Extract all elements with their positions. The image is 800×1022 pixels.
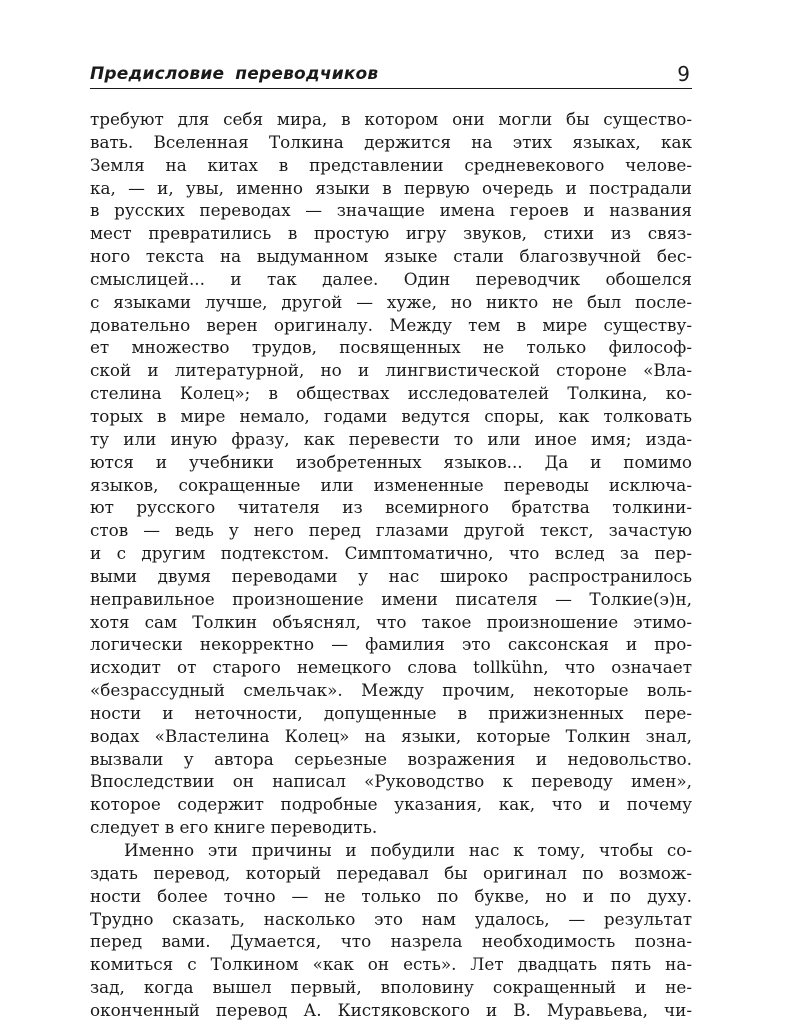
text-line: Трудно сказать, насколько это нам удалось, — результат	[90, 908, 692, 929]
text-line: Впоследствии он написал «Руководство к переводу имен»,	[90, 771, 692, 792]
text-line: выми двумя переводами у нас широко распространилось	[90, 565, 692, 586]
text-line: стов — ведь у него перед глазами другой текст, зачастую	[90, 520, 692, 541]
text-line: перед вами. Думается, что назрела необходимость позна-	[90, 931, 692, 952]
text-line: ту или иную фразу, как перевести то или иное имя; изда-	[90, 428, 692, 449]
text-line: которое содержит подробные указания, как, что и почему	[90, 794, 692, 815]
book-page	[90, 62, 692, 1022]
text-line: ет множество трудов, посвященных не только философ-	[90, 337, 692, 358]
text-line: «безрассудный смельчак». Между прочим, некоторые воль-	[90, 680, 692, 701]
running-title: Предисловие переводчиков	[90, 64, 379, 84]
text-line: вызвали у автора серьезные возражения и недовольство.	[90, 748, 692, 769]
text-line: ности и неточности, допущенные в прижизненных пере-	[90, 702, 692, 723]
text-line: мест превратились в простую игру звуков, стихи из связ-	[90, 223, 692, 244]
text-line: вать. Вселенная Толкина держится на этих языках, как	[90, 131, 692, 152]
paragraph-1	[90, 108, 692, 839]
text-line: логически некорректно — фамилия это саксонская и про-	[90, 634, 692, 655]
text-line: довательно верен оригиналу. Между тем в мире существу-	[90, 314, 692, 335]
text-line: ности более точно — не только по букве, но и по духу.	[90, 885, 692, 906]
text-line: требуют для себя мира, в котором они могли бы существо-	[90, 109, 692, 129]
text-line: торых в мире немало, годами ведутся споры, как толковать	[90, 405, 692, 426]
text-line: Именно эти причины и побудили нас к тому, чтобы со-	[124, 840, 692, 860]
page-number: 9	[677, 62, 690, 86]
running-header	[90, 62, 692, 88]
text-line: стелина Колец»; в обществах исследователей Толкина, ко-	[90, 383, 692, 404]
text-line: ют русского читателя из всемирного братства толкини-	[90, 497, 692, 518]
paragraph-2	[90, 839, 692, 1022]
text-line: ской и литературной, но и лингвистической стороне «Вла-	[90, 360, 692, 381]
text-line: зад, когда вышел первый, вполовину сокращенный и не-	[90, 977, 692, 998]
text-line: оконченный перевод А. Кистяковского и В. Муравьева, чи-	[90, 999, 692, 1020]
text-line: языков, сокращенные или измененные переводы исключа-	[90, 474, 692, 495]
text-line: исходит от старого немецкого слова tollkühn, что означает	[90, 657, 692, 678]
text-line: ка, — и, увы, именно языки в первую очередь и пострадали	[90, 177, 692, 198]
text-line: следует в его книге переводить.	[90, 817, 378, 838]
text-line: неправильное произношение имени писателя — Толкие(э)н,	[90, 588, 692, 609]
text-line: с языками лучше, другой — хуже, но никто не был после-	[90, 291, 692, 312]
text-line: Земля на китах в представлении средневекового челове-	[90, 154, 692, 175]
body-text	[90, 108, 692, 1022]
text-line: ного текста на выдуманном языке стали благозвучной бес-	[90, 246, 692, 267]
text-line: комиться с Толкином «как он есть». Лет двадцать пять на-	[90, 954, 692, 975]
text-line: водах «Властелина Колец» на языки, которые Толкин знал,	[90, 725, 692, 746]
text-line: хотя сам Толкин объяснял, что такое произношение этимо-	[90, 611, 692, 632]
text-line: ются и учебники изобретенных языков... Да и помимо	[90, 451, 692, 472]
text-line: и с другим подтекстом. Симптоматично, что вслед за пер-	[90, 543, 692, 564]
text-line: в русских переводах — значащие имена героев и названия	[90, 200, 692, 221]
header-rule	[90, 88, 692, 89]
text-line: здать перевод, который передавал бы оригинал по возмож-	[90, 862, 692, 883]
text-line: смыслицей... и так далее. Один переводчик обошелся	[90, 268, 692, 289]
